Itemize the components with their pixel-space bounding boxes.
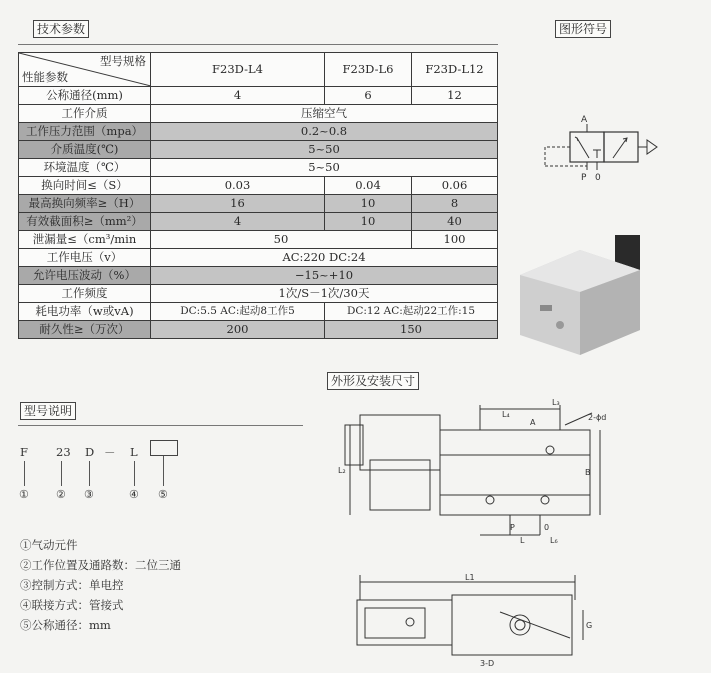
table-row [19,321,498,339]
divider [18,425,303,426]
cell: 4 [151,87,325,105]
cell: 0.04 [325,177,412,195]
dim-l3: L₃ [552,398,560,407]
cell: 6 [325,87,412,105]
cell: 50 [151,231,412,249]
row-label: 环境温度（℃） [19,159,151,177]
model-code-part: D [85,445,95,459]
cell: 0.06 [412,177,498,195]
table-row [19,303,498,321]
leader-line [89,461,90,486]
row-label: 公称通径(mm) [19,87,151,105]
symbol-label-o: 0 [595,173,601,183]
tech-params-title: 技术参数 [33,20,89,38]
dim-l1: L1 [465,573,475,582]
model-desc-title: 型号说明 [20,402,76,420]
cell: 200 [151,321,325,339]
row-label: 泄漏量≤（cm³/min [19,231,151,249]
dim-l2: L₂ [338,466,346,475]
table-header-row [19,53,498,87]
dimension-drawing-side [345,570,595,670]
corner-bottom-label: 性能参数 [22,70,68,84]
row-label: 有效截面积≥（mm²） [19,213,151,231]
divider [18,44,498,45]
model-code-part: － [104,446,116,460]
row-label: 耐久性≥（万次） [19,321,151,339]
row-label: 工作介质 [19,105,151,123]
leader-line [134,461,135,486]
table-row [19,159,498,177]
table-row [19,177,498,195]
cell: 10 [325,195,412,213]
leader-line [163,456,164,486]
cell: 4 [151,213,325,231]
row-label: 耗电功率（w或vA) [19,303,151,321]
cell: AC:220 DC:24 [151,249,498,267]
cell: 16 [151,195,325,213]
symbol-label-p: P [581,173,587,183]
marker: ③ [84,488,94,501]
dim-p: P [510,523,515,532]
dim-l6: L₆ [550,536,558,545]
dim-hole: 2-ϕd [588,413,607,422]
row-label: 换向时间≤（S） [19,177,151,195]
symbol-title: 图形符号 [555,20,611,38]
valve-symbol [515,110,665,190]
row-label: 工作电压（v） [19,249,151,267]
cell: 40 [412,213,498,231]
table-row [19,105,498,123]
cell: 10 [325,213,412,231]
cell: 1次/S－1次/30天 [151,285,498,303]
table-row [19,231,498,249]
legend-item: ①气动元件 [20,538,78,552]
table-row [19,249,498,267]
dimension-title: 外形及安装尺寸 [327,372,419,390]
model-header: F23D-L4 [151,53,325,87]
table-row [19,195,498,213]
dim-b: B [585,468,591,477]
cell: −15~+10 [151,267,498,285]
marker: ① [19,488,29,501]
corner-top-label: 型号规格 [100,54,146,68]
cell: 8 [412,195,498,213]
model-header: F23D-L12 [412,53,498,87]
table-row [19,285,498,303]
cell: 5~50 [151,159,498,177]
dim-g: G [586,621,593,630]
table-row [19,123,498,141]
cell: DC:5.5 AC:起动8工作5 [151,303,325,321]
leader-line [61,461,62,486]
dim-l4: L₄ [502,410,510,419]
legend-item: ⑤公称通径：mm [20,618,111,632]
cell: 5~50 [151,141,498,159]
table-row [19,141,498,159]
model-code-part: 23 [56,445,71,459]
marker: ⑤ [158,488,168,501]
row-label: 介质温度(℃) [19,141,151,159]
marker: ② [56,488,66,501]
cell: 150 [325,321,498,339]
table-row [19,267,498,285]
cell: 0.03 [151,177,325,195]
legend-item: ②工作位置及通路数：二位三通 [20,558,181,572]
model-header: F23D-L6 [325,53,412,87]
table-row [19,87,498,105]
marker: ④ [129,488,139,501]
leader-line [24,461,25,486]
legend-item: ③控制方式：单电控 [20,578,124,592]
table-row [19,213,498,231]
cell: 0.2~0.8 [151,123,498,141]
row-label: 允许电压波动（%） [19,267,151,285]
row-label: 工作压力范围（mpa） [19,123,151,141]
dimension-drawing-top [330,395,620,545]
cell: DC:12 AC:起动22工作:15 [325,303,498,321]
header-corner-cell [19,53,151,87]
dim-a: A [530,418,536,427]
cell: 12 [412,87,498,105]
valve-photo [520,230,640,370]
legend-item: ④联接方式：管接式 [20,598,124,612]
model-code-part: L [130,445,138,459]
spec-table [18,52,498,339]
model-code-blank-box [150,440,178,456]
row-label: 最高换向频率≥（H） [19,195,151,213]
symbol-label-a: A [581,115,588,125]
cell: 压缩空气 [151,105,498,123]
model-code-part: F [20,445,28,459]
cell: 100 [412,231,498,249]
dim-port: 3-D [480,659,495,668]
dim-o: 0 [544,523,550,532]
row-label: 工作频度 [19,285,151,303]
dim-l: L [520,536,525,545]
